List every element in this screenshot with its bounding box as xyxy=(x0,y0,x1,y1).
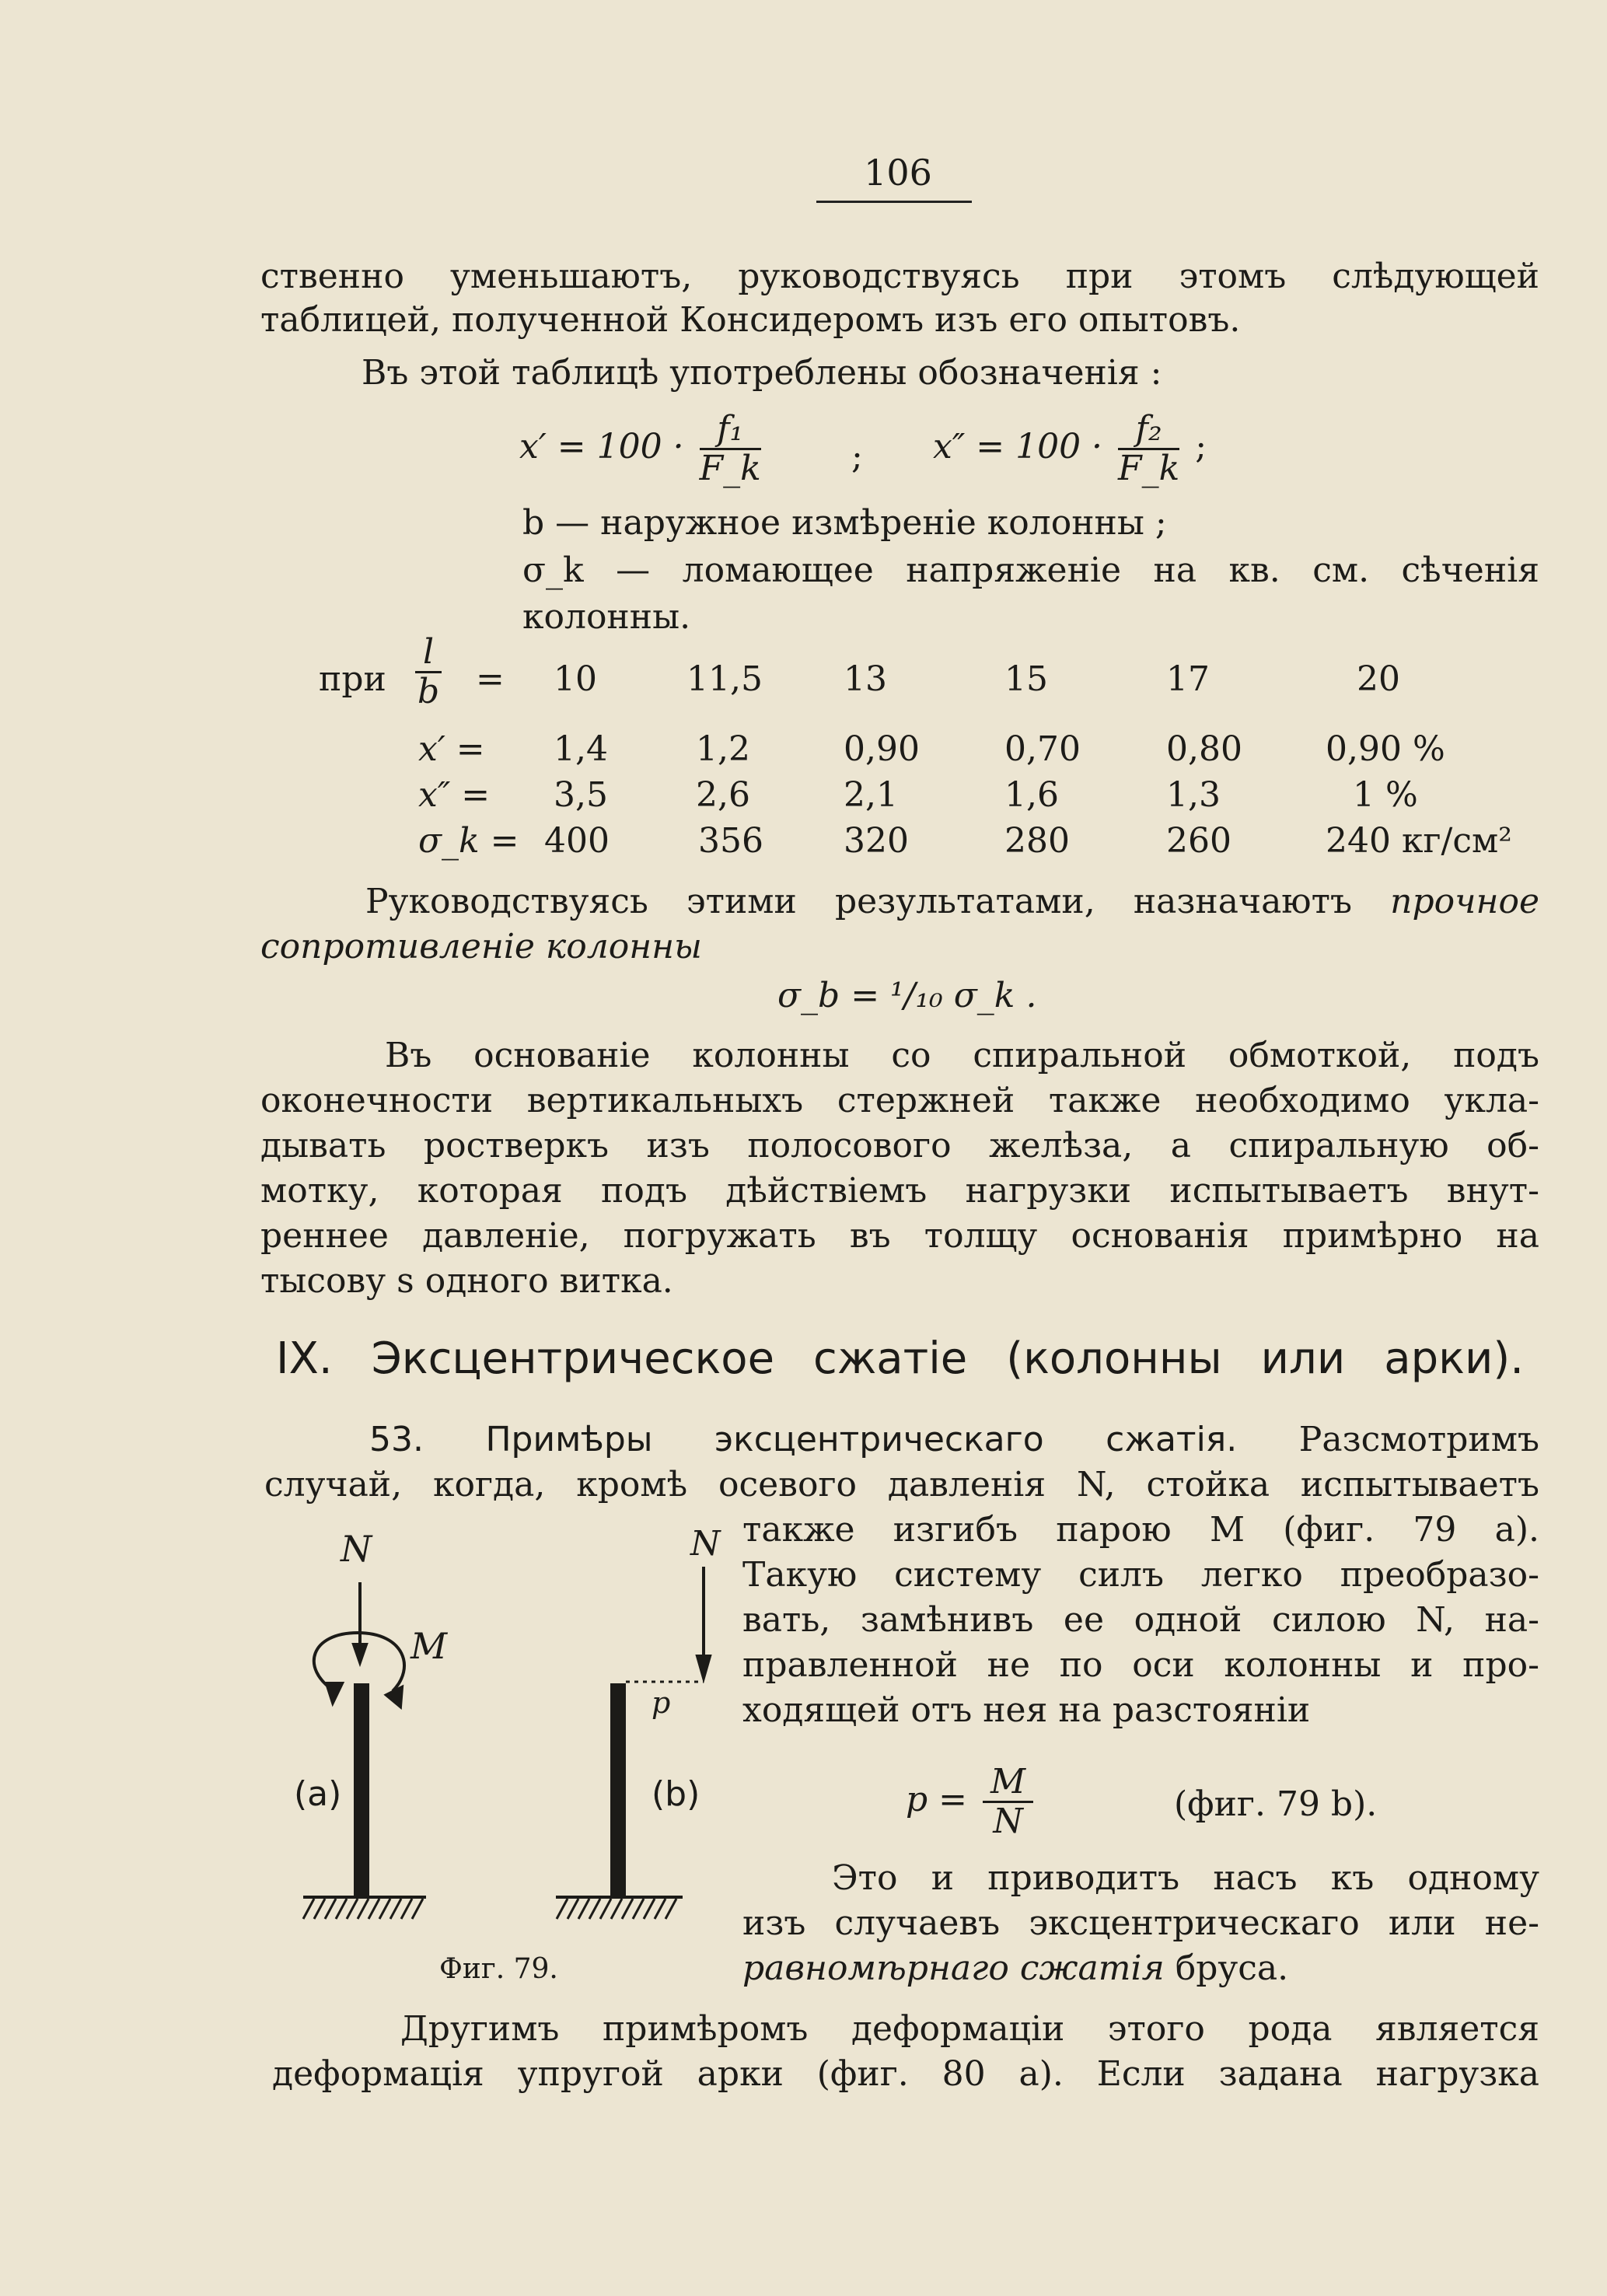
paragraph2-line-4: мотку, которая подъ дѣйствіемъ нагрузки испытываетъ внут- xyxy=(260,1171,1539,1211)
cell: 1,4 xyxy=(554,729,608,769)
cell: 2,6 xyxy=(696,775,750,815)
side-text-5: ходящей отъ нея на разстояніи xyxy=(742,1690,1311,1730)
para53-line-2: случай, когда, кромѣ осевого давленія N, стойка испытываетъ xyxy=(264,1465,1539,1504)
column-b xyxy=(610,1683,626,1897)
section-heading: IX. Эксцентрическое сжатіе (колонны или арки). xyxy=(276,1333,1524,1384)
formula-p-ref: (фиг. 79 b). xyxy=(1174,1784,1378,1824)
cell: 260 xyxy=(1166,821,1231,861)
intro-line-2: таблицей, полученной Консидеромъ изъ его опытовъ. xyxy=(260,300,1241,340)
side-text-3: вать, замѣнивъ ее одной силою N, на- xyxy=(742,1600,1539,1640)
table-header-eq: = xyxy=(476,659,505,699)
formula-x2-numerator: f₂ xyxy=(1118,411,1179,450)
cell: 356 xyxy=(698,821,763,861)
formula-p-numerator: M xyxy=(983,1763,1033,1803)
para53-line-1-rest: Разсмотримъ xyxy=(1298,1420,1539,1459)
cell: 1,3 xyxy=(1166,775,1221,815)
cell: 400 xyxy=(544,821,610,861)
formula-separator: ; xyxy=(851,437,863,477)
col-value: 20 xyxy=(1357,659,1400,699)
result-line-1-italic: прочное xyxy=(1390,882,1539,921)
cell: 1 % xyxy=(1353,775,1418,815)
row-label: x″ = xyxy=(418,775,491,815)
col-value: 17 xyxy=(1166,659,1210,699)
side-text-4: правленной не по оси колонны и про- xyxy=(742,1645,1539,1685)
paragraph2-line-5: реннее давленіе, погружать въ толщу основанія примѣрно на xyxy=(260,1216,1539,1256)
result-line-1-text: Руководствуясь этими результатами, назначаютъ xyxy=(365,882,1352,921)
arrow-head-icon xyxy=(697,1656,710,1678)
intro-line-3: Въ этой таблицѣ употреблены обозначенія : xyxy=(362,353,1162,393)
force-label-b: N xyxy=(690,1524,721,1564)
figure-label-b: (b) xyxy=(652,1774,700,1814)
side-text2-rest: бруса. xyxy=(1175,1948,1289,1988)
formula-x1-numerator: f₁ xyxy=(700,411,761,450)
col-value: 15 xyxy=(1004,659,1048,699)
formula-x2-lhs: x″ = 100 · xyxy=(933,427,1103,467)
para53-heading: 53. Примѣры эксцентрическаго сжатія. xyxy=(369,1420,1238,1459)
table-header-label: при xyxy=(319,659,386,699)
side-text2-italic: равномѣрнаго сжатія xyxy=(742,1948,1165,1988)
side-text-2: Такую систему силъ легко преобразо- xyxy=(742,1555,1539,1595)
cell: 280 xyxy=(1004,821,1070,861)
col-value: 13 xyxy=(844,659,887,699)
lb-denominator: b xyxy=(417,672,440,711)
figure-label-a: (a) xyxy=(294,1774,342,1814)
cell: 0,70 xyxy=(1004,729,1081,769)
arrow-head-icon xyxy=(327,1683,342,1703)
row-label: σ_k = xyxy=(418,821,519,861)
result-line-2: сопротивленіе колонны xyxy=(260,927,703,966)
definition-b: b — наружное измѣреніе колонны ; xyxy=(522,503,1167,543)
cell: 1,6 xyxy=(1004,775,1059,815)
lb-numerator: l xyxy=(415,634,442,673)
paragraph2-line-6: тысову s одного витка. xyxy=(260,1261,673,1301)
paragraph2-line-3: дывать ростверкъ изъ полосового желѣза, а спиральную об- xyxy=(260,1126,1539,1165)
base-b-hatch xyxy=(557,1899,676,1919)
formula-end: ; xyxy=(1195,427,1207,467)
side-text2-line-2: изъ случаевъ эксцентрическаго или не- xyxy=(742,1903,1539,1943)
formula-x1-denominator: F_k xyxy=(699,449,761,488)
definition-sigma-cont: колонны. xyxy=(522,597,691,637)
formula-p-lhs: p = xyxy=(906,1780,968,1819)
closing-line-2: деформація упругой арки (фиг. 80 a). Если задана нагрузка xyxy=(272,2054,1539,2094)
formula-x1-lhs: x′ = 100 · xyxy=(519,427,684,467)
definition-sigma: σ_k — ломающее напряженіе на кв. см. сѣченія xyxy=(522,550,1539,590)
arrow-head-icon xyxy=(386,1687,402,1707)
formula-p-denominator: N xyxy=(993,1802,1023,1841)
column-a xyxy=(354,1683,369,1897)
base-a-hatch xyxy=(303,1899,423,1919)
moment-label: M xyxy=(410,1625,448,1667)
cell: 0,90 % xyxy=(1326,729,1445,769)
side-text2-line-1: Это и приводитъ насъ къ одному xyxy=(832,1858,1539,1898)
offset-label: p xyxy=(652,1686,671,1720)
page-number: 106 xyxy=(864,152,932,194)
intro-line-1: ственно уменьшаютъ, руководствуясь при этомъ слѣдующей xyxy=(260,257,1539,296)
paragraph2-line-2: оконечности вертикальныхъ стержней также необходимо укла- xyxy=(260,1081,1539,1120)
formula-x2-denominator: F_k xyxy=(1118,449,1180,488)
col-value: 10 xyxy=(554,659,597,699)
cell: 320 xyxy=(844,821,909,861)
side-text-1: также изгибъ парою M (фиг. 79 a). xyxy=(742,1510,1539,1550)
cell: 0,80 xyxy=(1166,729,1242,769)
cell: 2,1 xyxy=(844,775,898,815)
force-label-a: N xyxy=(341,1528,372,1570)
col-value: 11,5 xyxy=(686,659,763,699)
arrow-head-icon xyxy=(354,1644,366,1662)
cell: 1,2 xyxy=(696,729,750,769)
paragraph2-line-1: Въ основаніе колонны со спиральной обмоткой, подъ xyxy=(385,1036,1539,1075)
cell: 0,90 xyxy=(844,729,920,769)
figure-caption: Фиг. 79. xyxy=(439,1953,558,1985)
formula-sigma-b: σ_b = ¹/₁₀ σ_k . xyxy=(777,976,1037,1015)
row-label: x′ = xyxy=(418,729,485,769)
closing-line-1: Другимъ примѣромъ деформаціи этого рода является xyxy=(400,2009,1539,2049)
cell: 240 кг/см² xyxy=(1326,821,1512,861)
cell: 3,5 xyxy=(554,775,608,815)
